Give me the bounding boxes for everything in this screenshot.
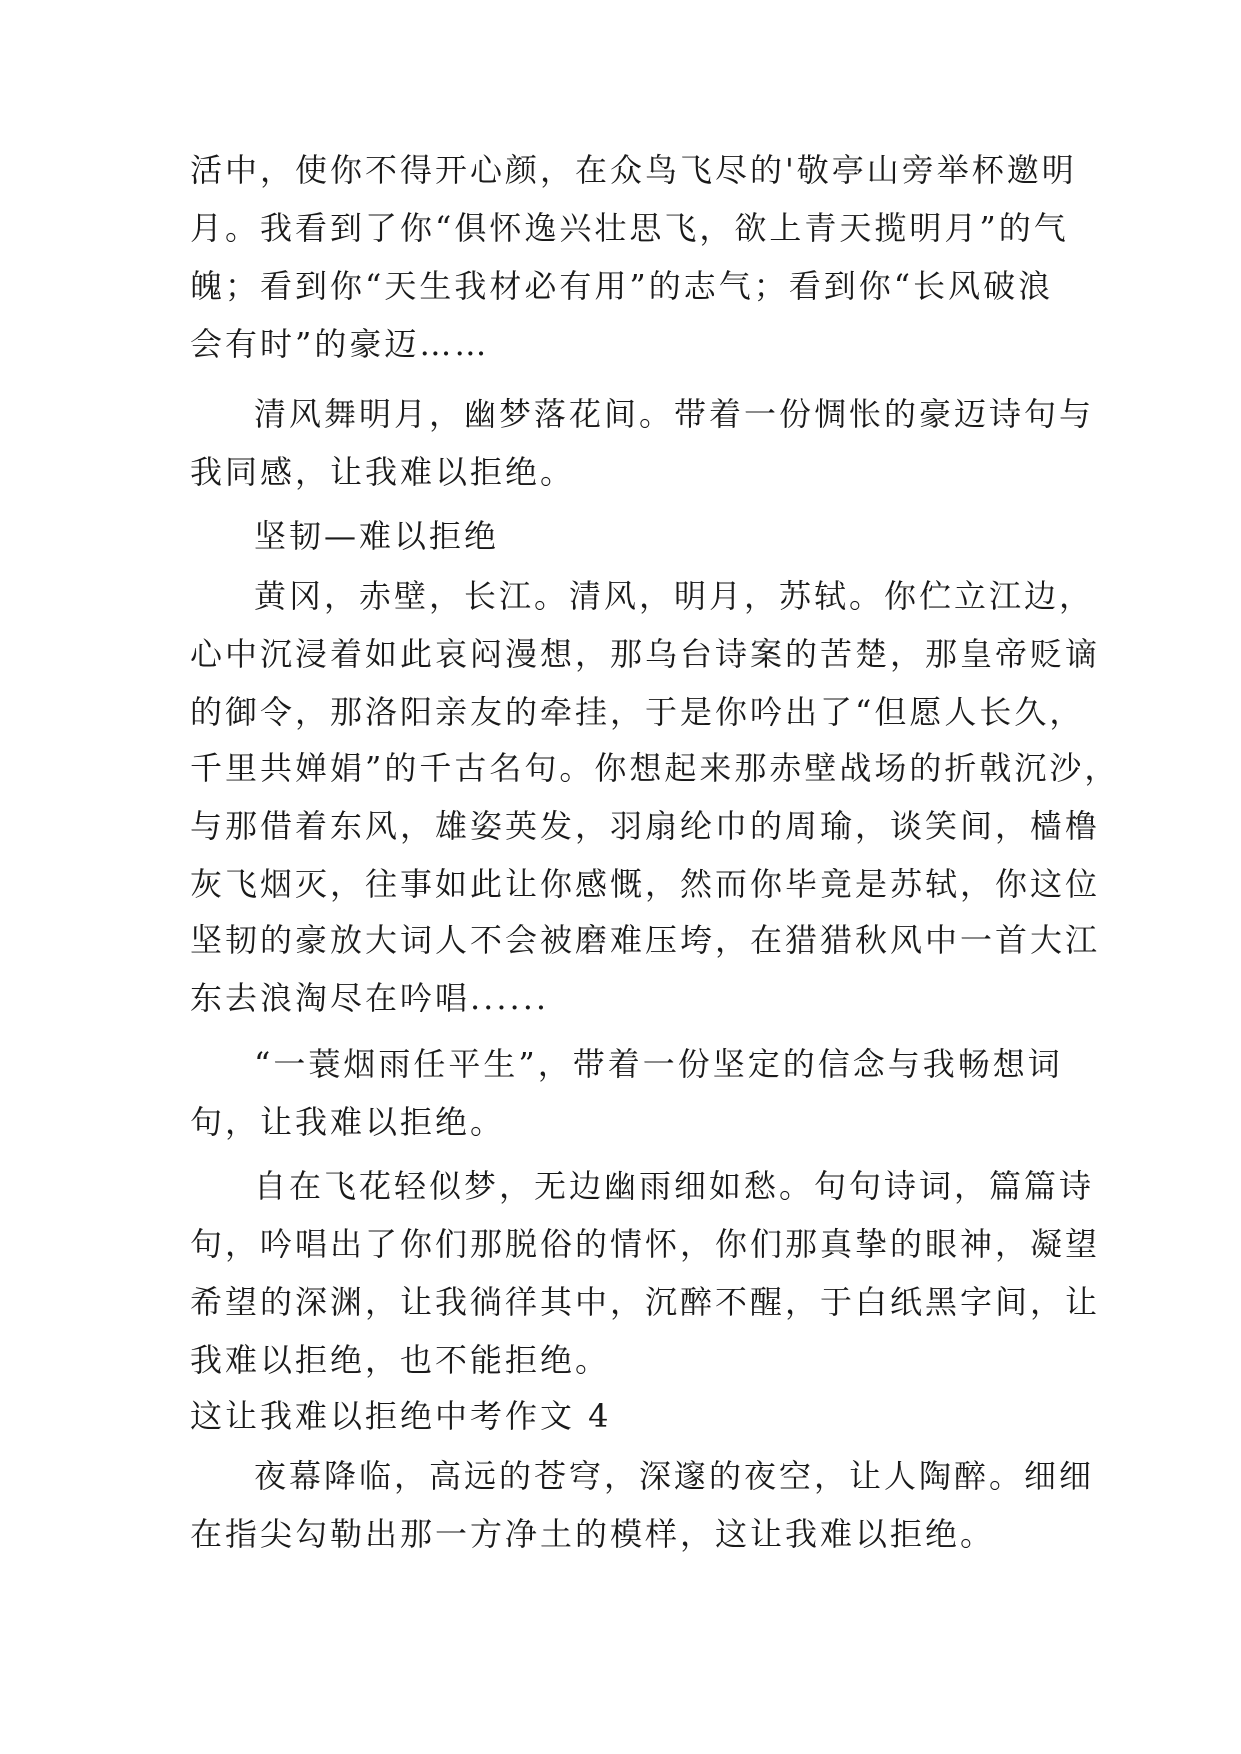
text-line: 灰飞烟灭，往事如此让你感慨，然而你毕竟是苏轼，你这位 [190, 865, 1101, 903]
text-line: 东去浪淘尽在吟唱...... [190, 979, 550, 1017]
article-title: 这让我难以拒绝中考作文 4 [190, 1397, 612, 1435]
text-line: 希望的深渊，让我徜徉其中，沉醉不醒，于白纸黑字间，让 [190, 1283, 1101, 1321]
paragraph-start: 夜幕降临，高远的苍穹，深邃的夜空，让人陶醉。细细 [254, 1457, 1095, 1495]
text-line: 魄；看到你“天生我材必有用”的志气；看到你“长风破浪 [190, 267, 1054, 305]
paragraph-start: 黄冈，赤壁，长江。清风，明月，苏轼。你伫立江边， [254, 577, 1095, 615]
text-line: 活中，使你不得开心颜，在众鸟飞尽的'敬亭山旁举杯邀明 [190, 151, 1077, 189]
text-line: 千里共婵娟”的千古名句。你想起来那赤壁战场的折戟沉沙， [190, 749, 1120, 787]
text-line: 句，吟唱出了你们那脱俗的情怀，你们那真挚的眼神，凝望 [190, 1225, 1101, 1263]
text-line: 心中沉浸着如此哀闷漫想，那乌台诗案的苦楚，那皇帝贬谪 [190, 635, 1101, 673]
text-line: 坚韧的豪放大词人不会被磨难压垮，在猎猎秋风中一首大江 [190, 921, 1101, 959]
text-line: 我难以拒绝，也不能拒绝。 [190, 1341, 611, 1379]
section-heading: 坚韧—难以拒绝 [254, 517, 500, 555]
paragraph-start: 清风舞明月，幽梦落花间。带着一份惆怅的豪迈诗句与 [254, 395, 1095, 433]
text-line: 我同感，让我难以拒绝。 [190, 453, 576, 491]
text-line: 月。我看到了你“俱怀逸兴壮思飞，欲上青天揽明月”的气 [190, 209, 1069, 247]
paragraph-start: “一蓑烟雨任平生”，带着一份坚定的信念与我畅想词 [254, 1045, 1063, 1083]
text-line: 与那借着东风，雄姿英发，羽扇纶巾的周瑜，谈笑间，樯橹 [190, 807, 1101, 845]
document-page [190, 0, 1120, 1754]
text-line: 句，让我难以拒绝。 [190, 1103, 506, 1141]
paragraph-start: 自在飞花轻似梦，无边幽雨细如愁。句句诗词，篇篇诗 [254, 1167, 1095, 1205]
text-line: 会有时”的豪迈…… [190, 325, 490, 363]
text-line: 的御令，那洛阳亲友的牵挂，于是你吟出了“但愿人长久， [190, 693, 1085, 731]
text-line: 在指尖勾勒出那一方净土的模样，这让我难以拒绝。 [190, 1515, 996, 1553]
